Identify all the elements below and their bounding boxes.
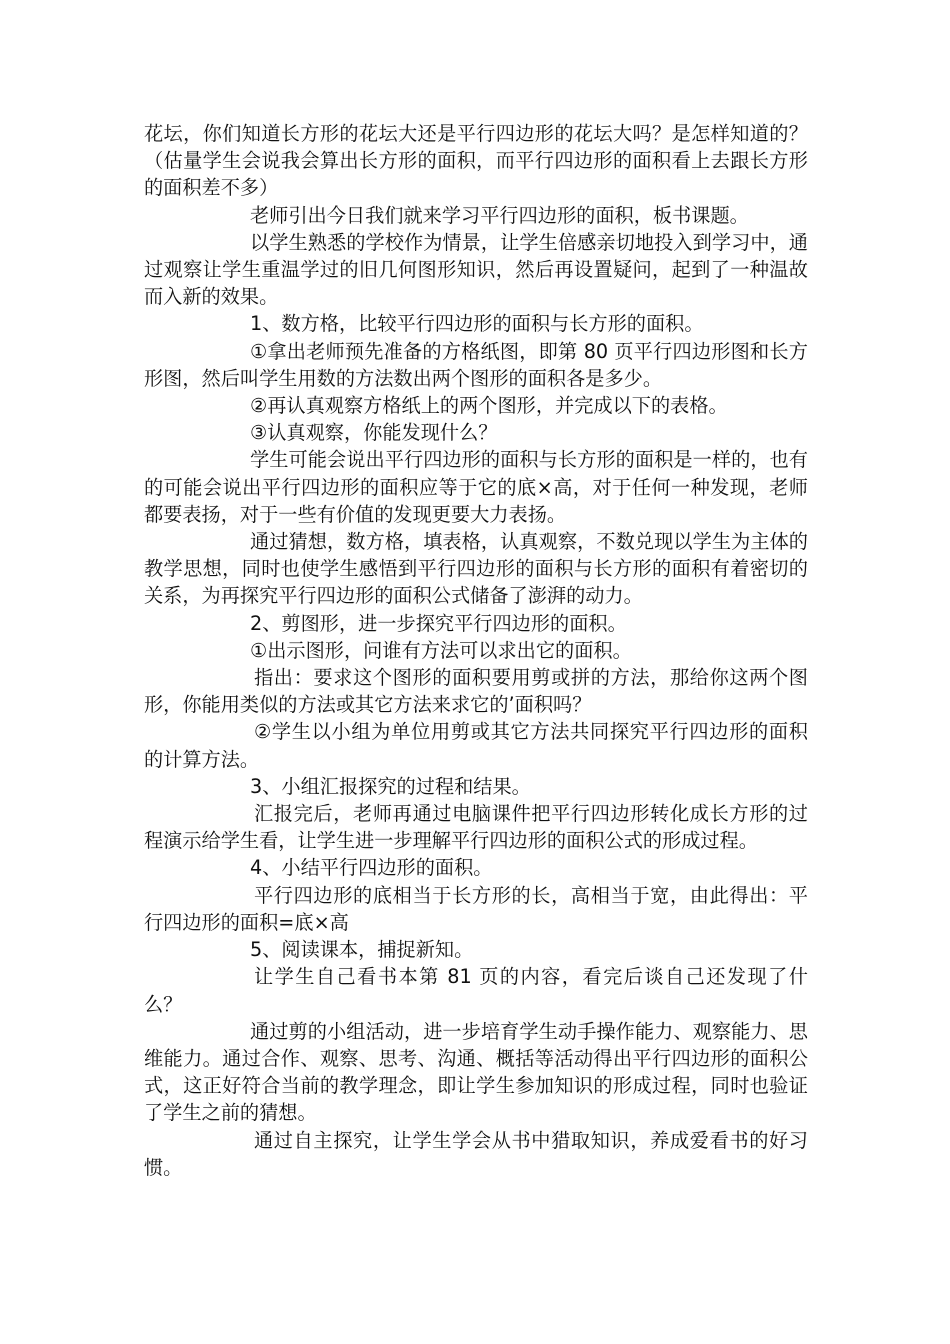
step-1-heading: 1、数方格，比较平行四边形的面积与长方形的面积。 <box>250 312 704 336</box>
step-2-heading: 2、剪图形，进一步探究平行四边形的面积。 <box>250 611 627 635</box>
paragraph-1: 花坛，你们知道长方形的花坛大还是平行四边形的花坛大吗？是怎样知道的？（估量学生会说我会算出长方形的面积，而平行四边形的面积看上去跟长方形的面积差不多） <box>144 122 808 200</box>
paragraph-9: 通过猜想，数方格，填表格，认真观察，不数兑现以学生为主体的教学思想，同时也使学生感悟到平行四边形的面积与长方形的面积有着密切的关系，为再探究平行四边形的面积公式储备了澎湃的动力。 <box>144 530 808 608</box>
paragraph-20: 通过剪的小组活动，进一步培育学生动手操作能力、观察能力、思维能力。通过合作、观察、思考、沟通、概括等活动得出平行四边形的面积公式，这正好符合当前的教学理念，即让学生参加知识的形成过程，同时也验证了学生之前的猜想。 <box>144 1019 808 1125</box>
step-4-heading: 4、小结平行四边形的面积。 <box>250 856 493 880</box>
paragraph-21: 通过自主探究，让学生学会从书中猎取知识，养成爱看书的好习惯。 <box>144 1128 808 1179</box>
paragraph-12: 指出：要求这个图形的面积要用剪或拼的方法，那给你这两个图形，你能用类似的方法或其它方法来求它的’面积吗？ <box>144 666 808 717</box>
paragraph-5: ①拿出老师预先准备的方格纸图，即第 80 页平行四边形图和长方形图，然后叫学生用数的方法数出两个图形的面积各是多少。 <box>144 339 808 390</box>
paragraph-11: ①出示图形，问谁有方法可以求出它的面积。 <box>250 638 632 662</box>
paragraph-15: 汇报完后，老师再通过电脑课件把平行四边形转化成长方形的过程演示给学生看，让学生进一步理解平行四边形的面积公式的形成过程。 <box>144 802 808 853</box>
paragraph-8: 学生可能会说出平行四边形的面积与长方形的面积是一样的，也有的可能会说出平行四边形的面积应等于它的底×高，对于任何一种发现，老师都要表扬，对于一些有价值的发现更要大力表扬。 <box>144 448 808 526</box>
document-body <box>144 120 808 1181</box>
paragraph-2: 老师引出今日我们就来学习平行四边形的面积，板书课题。 <box>250 203 749 227</box>
paragraph-13: ②学生以小组为单位用剪或其它方法共同探究平行四边形的面积的计算方法。 <box>144 720 808 771</box>
paragraph-6: ②再认真观察方格纸上的两个图形，并完成以下的表格。 <box>250 394 728 418</box>
paragraph-19: 让学生自己看书本第 81 页的内容，看完后谈自己还发现了什么？ <box>144 965 808 1016</box>
paragraph-3: 以学生熟悉的学校作为情景，让学生倍感亲切地投入到学习中，通过观察让学生重温学过的旧几何图形知识，然后再设置疑问，起到了一种温故而入新的效果。 <box>144 230 808 309</box>
step-5-heading: 5、阅读课本，捕捉新知。 <box>250 938 474 962</box>
paragraph-17: 平行四边形的底相当于长方形的长，高相当于宽，由此得出：平行四边形的面积=底×高 <box>144 883 808 934</box>
step-3-heading: 3、小组汇报探究的过程和结果。 <box>250 774 531 798</box>
paragraph-7: ③认真观察，你能发现什么？ <box>250 421 498 445</box>
